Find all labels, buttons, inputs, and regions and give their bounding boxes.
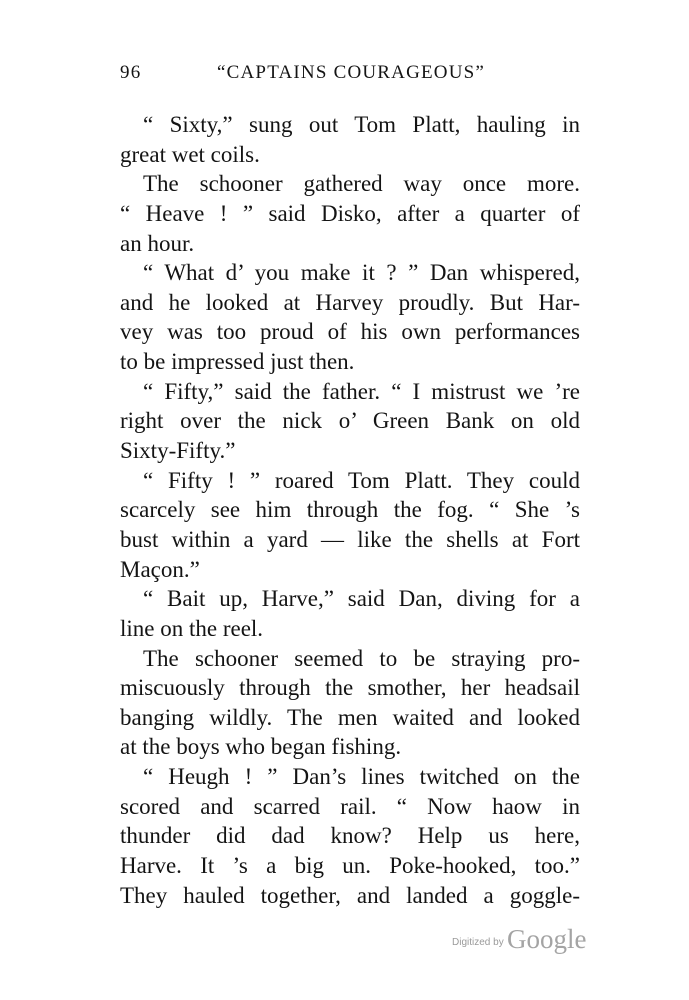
text-line: scored and scarred rail. “ Now haow in [120,793,580,819]
text-line: line on the reel. [120,615,264,641]
text-line: The schooner gathered way once more. [143,171,580,197]
text-line: They hauled together, and landed a goggle- [120,882,580,908]
running-title: “CAPTAINS COURAGEOUS” [217,62,486,83]
text-line: banging wildly. The men waited and looked [120,704,580,730]
google-logo: Google [507,924,587,954]
text-line: and he looked at Harvey proudly. But Har- [120,289,580,315]
page-number: 96 [120,62,142,83]
text-line: bust within a yard — like the shells at Fort [120,526,580,552]
body-text [120,110,580,910]
text-line: “ Fifty ! ” roared Tom Platt. They could [143,467,580,493]
text-line: “ Fifty,” said the father. “ I mistrust we ’re [143,378,580,404]
text-line: vey was too proud of his own performances [120,319,580,345]
text-line: right over the nick o’ Green Bank on old [120,408,580,434]
text-line: “ Heugh ! ” Dan’s lines twitched on the [143,764,580,790]
text-line: Maçon.” [120,556,200,582]
watermark-prefix: Digitized by [452,937,504,948]
text-line: “ What d’ you make it ? ” Dan whispered, [143,260,580,286]
text-line: “ Sixty,” sung out Tom Platt, hauling in [143,112,580,137]
text-line: to be impressed just then. [120,349,355,375]
text-line: at the boys who began fishing. [120,734,402,760]
text-line: “ Heave ! ” said Disko, after a quarter of [120,200,580,226]
text-line: scarcely see him through the fog. “ She ’s [120,497,580,523]
text-line: Harve. It ’s a big un. Poke-hooked, too.” [120,853,580,879]
text-line: an hour. [120,230,195,256]
text-line: “ Bait up, Harve,” said Dan, diving for a [143,586,580,612]
running-head [120,62,580,88]
digitization-watermark [452,924,602,958]
text-line: great wet coils. [120,141,260,167]
text-line: miscuously through the smother, her headsail [120,675,580,701]
text-line: The schooner seemed to be straying pro- [143,645,580,671]
text-line: thunder did dad know? Help us here, [120,823,580,849]
text-line: Sixty-Fifty.” [120,438,236,464]
